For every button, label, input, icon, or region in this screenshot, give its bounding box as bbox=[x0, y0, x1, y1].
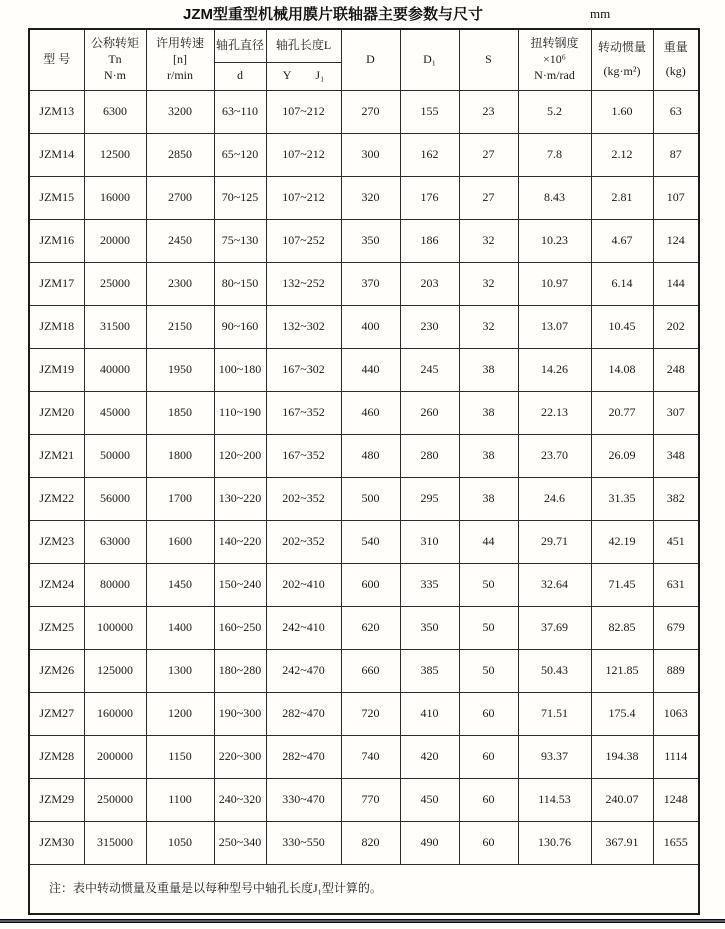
col-header-d: D bbox=[341, 29, 400, 90]
unit-label: mm bbox=[590, 6, 611, 21]
table-cell: 2.81 bbox=[591, 176, 653, 219]
col-header-stiffness bbox=[518, 29, 591, 90]
table-cell: 1700 bbox=[146, 477, 214, 520]
table-cell: 1.60 bbox=[591, 90, 653, 133]
table-cell: 71.51 bbox=[518, 692, 591, 735]
col-header-speed bbox=[146, 29, 214, 90]
table-cell: 124 bbox=[653, 219, 699, 262]
table-row bbox=[29, 520, 699, 563]
table-cell: 107~252 bbox=[266, 219, 341, 262]
table-cell: 194.38 bbox=[591, 735, 653, 778]
table-cell: 167~352 bbox=[266, 391, 341, 434]
table-cell: 2450 bbox=[146, 219, 214, 262]
table-cell: 1950 bbox=[146, 348, 214, 391]
table-cell: 100000 bbox=[84, 606, 146, 649]
table-cell: 280 bbox=[400, 434, 459, 477]
table-row bbox=[29, 477, 699, 520]
table-cell: 107~212 bbox=[266, 90, 341, 133]
col-header-stiffness-line2: ×10⁶ bbox=[543, 51, 566, 66]
table-row bbox=[29, 606, 699, 649]
table-row bbox=[29, 262, 699, 305]
table-cell: 56000 bbox=[84, 477, 146, 520]
table-cell: JZM14 bbox=[29, 133, 84, 176]
table-cell: 7.8 bbox=[518, 133, 591, 176]
table-cell: 14.26 bbox=[518, 348, 591, 391]
table-cell: 385 bbox=[400, 649, 459, 692]
table-cell: 40000 bbox=[84, 348, 146, 391]
table-cell: 20000 bbox=[84, 219, 146, 262]
table-cell: 38 bbox=[459, 348, 518, 391]
col-header-inertia-line2: (kg·m²) bbox=[603, 63, 641, 78]
table-cell: 120~200 bbox=[214, 434, 266, 477]
table-cell: 295 bbox=[400, 477, 459, 520]
table-cell: 60 bbox=[459, 821, 518, 864]
table-cell: JZM18 bbox=[29, 305, 84, 348]
table-cell: JZM23 bbox=[29, 520, 84, 563]
table-cell: JZM29 bbox=[29, 778, 84, 821]
table-cell: 63000 bbox=[84, 520, 146, 563]
table-cell: 370 bbox=[341, 262, 400, 305]
col-header-torque-line2: Tn bbox=[108, 51, 122, 66]
table-cell: 167~302 bbox=[266, 348, 341, 391]
table-cell: 190~300 bbox=[214, 692, 266, 735]
table-cell: 1200 bbox=[146, 692, 214, 735]
table-cell: 10.23 bbox=[518, 219, 591, 262]
table-cell: 125000 bbox=[84, 649, 146, 692]
table-cell: 29.71 bbox=[518, 520, 591, 563]
table-cell: 80~150 bbox=[214, 262, 266, 305]
table-cell: 889 bbox=[653, 649, 699, 692]
table-cell: 114.53 bbox=[518, 778, 591, 821]
table-cell: 1150 bbox=[146, 735, 214, 778]
table-cell: 320 bbox=[341, 176, 400, 219]
table-cell: JZM15 bbox=[29, 176, 84, 219]
table-cell: 250000 bbox=[84, 778, 146, 821]
table-cell: 2700 bbox=[146, 176, 214, 219]
table-row bbox=[29, 219, 699, 262]
table-cell: 150~240 bbox=[214, 563, 266, 606]
table-cell: 310 bbox=[400, 520, 459, 563]
table-cell: 451 bbox=[653, 520, 699, 563]
col-header-torque-line3: N·m bbox=[104, 67, 126, 82]
col-header-weight-line2: (kg) bbox=[665, 63, 686, 78]
col-header-bore-length-sub bbox=[266, 62, 341, 90]
table-cell: 245 bbox=[400, 348, 459, 391]
table-cell: JZM26 bbox=[29, 649, 84, 692]
table-cell: 3200 bbox=[146, 90, 214, 133]
table-cell: 350 bbox=[341, 219, 400, 262]
table-cell: 70~125 bbox=[214, 176, 266, 219]
table-cell: 140~220 bbox=[214, 520, 266, 563]
table-cell: 460 bbox=[341, 391, 400, 434]
table-cell: 1114 bbox=[653, 735, 699, 778]
table-cell: 186 bbox=[400, 219, 459, 262]
table-cell: 12500 bbox=[84, 133, 146, 176]
table-cell: 31500 bbox=[84, 305, 146, 348]
col-header-bore-length-j1: J₁ bbox=[315, 68, 325, 83]
table-cell: 22.13 bbox=[518, 391, 591, 434]
table-cell: 44 bbox=[459, 520, 518, 563]
table-cell: 45000 bbox=[84, 391, 146, 434]
table-cell: 2300 bbox=[146, 262, 214, 305]
col-header-bore-length: 轴孔长度L bbox=[266, 29, 341, 62]
col-header-inertia bbox=[591, 29, 653, 90]
table-cell: 202~410 bbox=[266, 563, 341, 606]
table-cell: 350 bbox=[400, 606, 459, 649]
table-cell: 240.07 bbox=[591, 778, 653, 821]
table-row bbox=[29, 778, 699, 821]
table-cell: 82.85 bbox=[591, 606, 653, 649]
table-cell: 740 bbox=[341, 735, 400, 778]
table-cell: JZM27 bbox=[29, 692, 84, 735]
table-cell: 250~340 bbox=[214, 821, 266, 864]
table-cell: 80000 bbox=[84, 563, 146, 606]
table-footer bbox=[29, 864, 699, 914]
col-header-stiffness-line1: 扭转钢度 bbox=[530, 36, 579, 51]
table-cell: 107~212 bbox=[266, 176, 341, 219]
table-cell: 32 bbox=[459, 262, 518, 305]
table-cell: 2150 bbox=[146, 305, 214, 348]
table-cell: 10.97 bbox=[518, 262, 591, 305]
table-cell: JZM22 bbox=[29, 477, 84, 520]
table-cell: 37.69 bbox=[518, 606, 591, 649]
table-cell: 420 bbox=[400, 735, 459, 778]
table-cell: 32.64 bbox=[518, 563, 591, 606]
spec-table bbox=[28, 28, 700, 915]
col-header-speed-line1: 许用转速 bbox=[155, 36, 204, 51]
table-cell: 27 bbox=[459, 133, 518, 176]
table-cell: 2850 bbox=[146, 133, 214, 176]
table-cell: 38 bbox=[459, 477, 518, 520]
table-cell: 25000 bbox=[84, 262, 146, 305]
table-cell: JZM21 bbox=[29, 434, 84, 477]
table-cell: 107 bbox=[653, 176, 699, 219]
table-cell: 600 bbox=[341, 563, 400, 606]
table-cell: 1100 bbox=[146, 778, 214, 821]
table-cell: 330~550 bbox=[266, 821, 341, 864]
table-cell: 307 bbox=[653, 391, 699, 434]
table-cell: 382 bbox=[653, 477, 699, 520]
table-cell: 50.43 bbox=[518, 649, 591, 692]
table-cell: 248 bbox=[653, 348, 699, 391]
table-cell: 110~190 bbox=[214, 391, 266, 434]
table-row bbox=[29, 649, 699, 692]
table-cell: 1050 bbox=[146, 821, 214, 864]
table-cell: 63~110 bbox=[214, 90, 266, 133]
table-cell: 1850 bbox=[146, 391, 214, 434]
table-cell: 50000 bbox=[84, 434, 146, 477]
table-cell: 1655 bbox=[653, 821, 699, 864]
table-cell: 60 bbox=[459, 778, 518, 821]
table-cell: 500 bbox=[341, 477, 400, 520]
table-cell: 490 bbox=[400, 821, 459, 864]
col-header-weight bbox=[653, 29, 699, 90]
table-cell: 31.35 bbox=[591, 477, 653, 520]
table-cell: 230 bbox=[400, 305, 459, 348]
page-title: JZM型重型机械用膜片联轴器主要参数与尺寸 bbox=[182, 6, 484, 23]
table-row bbox=[29, 348, 699, 391]
table-cell: JZM20 bbox=[29, 391, 84, 434]
table-cell: 121.85 bbox=[591, 649, 653, 692]
table-cell: 65~120 bbox=[214, 133, 266, 176]
table-cell: 10.45 bbox=[591, 305, 653, 348]
table-cell: 440 bbox=[341, 348, 400, 391]
col-header-torque-line1: 公称转矩 bbox=[90, 36, 139, 51]
table-cell: 160000 bbox=[84, 692, 146, 735]
table-cell: 27 bbox=[459, 176, 518, 219]
col-header-stiffness-line3: N·m/rad bbox=[534, 67, 575, 82]
table-header bbox=[29, 29, 699, 90]
table-cell: 620 bbox=[341, 606, 400, 649]
table-cell: 132~252 bbox=[266, 262, 341, 305]
table-cell: 90~160 bbox=[214, 305, 266, 348]
table-cell: 50 bbox=[459, 606, 518, 649]
col-header-bore-length-y: Y bbox=[282, 68, 292, 83]
table-cell: JZM19 bbox=[29, 348, 84, 391]
table-cell: 71.45 bbox=[591, 563, 653, 606]
table-cell: 1248 bbox=[653, 778, 699, 821]
table-cell: 132~302 bbox=[266, 305, 341, 348]
table-cell: 13.07 bbox=[518, 305, 591, 348]
col-header-inertia-line1: 转动惯量 bbox=[597, 40, 646, 55]
table-cell: 480 bbox=[341, 434, 400, 477]
table-cell: 23.70 bbox=[518, 434, 591, 477]
table-cell: 93.37 bbox=[518, 735, 591, 778]
col-header-d1: D₁ bbox=[400, 29, 459, 90]
table-cell: 167~352 bbox=[266, 434, 341, 477]
table-cell: 176 bbox=[400, 176, 459, 219]
table-cell: 6.14 bbox=[591, 262, 653, 305]
table-cell: 1600 bbox=[146, 520, 214, 563]
bottom-rule bbox=[0, 919, 725, 923]
table-cell: 38 bbox=[459, 391, 518, 434]
table-cell: 155 bbox=[400, 90, 459, 133]
table-cell: JZM17 bbox=[29, 262, 84, 305]
table-cell: 631 bbox=[653, 563, 699, 606]
table-cell: JZM28 bbox=[29, 735, 84, 778]
table-row bbox=[29, 176, 699, 219]
table-cell: 160~250 bbox=[214, 606, 266, 649]
table-cell: 540 bbox=[341, 520, 400, 563]
col-header-weight-line1: 重量 bbox=[663, 40, 688, 55]
table-cell: 282~470 bbox=[266, 735, 341, 778]
table-cell: 400 bbox=[341, 305, 400, 348]
table-cell: 75~130 bbox=[214, 219, 266, 262]
table-cell: 679 bbox=[653, 606, 699, 649]
col-header-s: S bbox=[459, 29, 518, 90]
table-cell: 26.09 bbox=[591, 434, 653, 477]
table-cell: 200000 bbox=[84, 735, 146, 778]
col-header-speed-line3: r/min bbox=[167, 67, 193, 82]
table-cell: 180~280 bbox=[214, 649, 266, 692]
table-cell: 202~352 bbox=[266, 520, 341, 563]
table-row bbox=[29, 563, 699, 606]
table-cell: 5.2 bbox=[518, 90, 591, 133]
table-cell: 203 bbox=[400, 262, 459, 305]
col-header-speed-line2: [n] bbox=[173, 51, 187, 66]
table-cell: 1800 bbox=[146, 434, 214, 477]
table-cell: 6300 bbox=[84, 90, 146, 133]
table-cell: 8.43 bbox=[518, 176, 591, 219]
table-cell: 60 bbox=[459, 735, 518, 778]
table-cell: 50 bbox=[459, 649, 518, 692]
table-cell: JZM25 bbox=[29, 606, 84, 649]
table-row bbox=[29, 305, 699, 348]
table-note: 注：表中转动惯量及重量是以每种型号中轴孔长度J₁型计算的。 bbox=[29, 864, 699, 914]
col-header-torque bbox=[84, 29, 146, 90]
col-header-bore-diameter: 轴孔直径 bbox=[214, 29, 266, 62]
table-cell: 242~470 bbox=[266, 649, 341, 692]
table-cell: 162 bbox=[400, 133, 459, 176]
table-cell: 20.77 bbox=[591, 391, 653, 434]
table-row bbox=[29, 692, 699, 735]
table-cell: 1300 bbox=[146, 649, 214, 692]
table-cell: 220~300 bbox=[214, 735, 266, 778]
table-cell: 4.67 bbox=[591, 219, 653, 262]
col-header-model bbox=[29, 29, 84, 90]
table-cell: 720 bbox=[341, 692, 400, 735]
table-cell: 410 bbox=[400, 692, 459, 735]
table-cell: 348 bbox=[653, 434, 699, 477]
table-cell: 330~470 bbox=[266, 778, 341, 821]
table-cell: 130.76 bbox=[518, 821, 591, 864]
table-cell: 24.6 bbox=[518, 477, 591, 520]
table-cell: 63 bbox=[653, 90, 699, 133]
table-cell: 240~320 bbox=[214, 778, 266, 821]
table-cell: JZM16 bbox=[29, 219, 84, 262]
table-cell: 144 bbox=[653, 262, 699, 305]
table-row bbox=[29, 821, 699, 864]
table-cell: 50 bbox=[459, 563, 518, 606]
table-body bbox=[29, 90, 699, 864]
table-cell: 820 bbox=[341, 821, 400, 864]
table-row bbox=[29, 735, 699, 778]
table-cell: 2.12 bbox=[591, 133, 653, 176]
table-cell: 300 bbox=[341, 133, 400, 176]
table-cell: 100~180 bbox=[214, 348, 266, 391]
table-cell: 270 bbox=[341, 90, 400, 133]
table-cell: JZM30 bbox=[29, 821, 84, 864]
table-cell: 770 bbox=[341, 778, 400, 821]
table-cell: 282~470 bbox=[266, 692, 341, 735]
table-cell: 202 bbox=[653, 305, 699, 348]
table-cell: 260 bbox=[400, 391, 459, 434]
table-cell: 1400 bbox=[146, 606, 214, 649]
table-cell: 367.91 bbox=[591, 821, 653, 864]
table-cell: JZM24 bbox=[29, 563, 84, 606]
table-row bbox=[29, 391, 699, 434]
table-cell: 16000 bbox=[84, 176, 146, 219]
col-header-bore-diameter-sub: d bbox=[214, 62, 266, 90]
table-cell: 23 bbox=[459, 90, 518, 133]
table-cell: 42.19 bbox=[591, 520, 653, 563]
table-cell: JZM13 bbox=[29, 90, 84, 133]
table-row bbox=[29, 90, 699, 133]
table-cell: 202~352 bbox=[266, 477, 341, 520]
table-cell: 175.4 bbox=[591, 692, 653, 735]
table-cell: 1063 bbox=[653, 692, 699, 735]
table-cell: 32 bbox=[459, 219, 518, 262]
table-cell: 60 bbox=[459, 692, 518, 735]
table-cell: 130~220 bbox=[214, 477, 266, 520]
table-row bbox=[29, 434, 699, 477]
table-cell: 1450 bbox=[146, 563, 214, 606]
table-cell: 32 bbox=[459, 305, 518, 348]
table-cell: 450 bbox=[400, 778, 459, 821]
table-cell: 242~410 bbox=[266, 606, 341, 649]
table-cell: 315000 bbox=[84, 821, 146, 864]
table-cell: 14.08 bbox=[591, 348, 653, 391]
table-cell: 660 bbox=[341, 649, 400, 692]
col-header-model-label: 型 号 bbox=[43, 51, 71, 66]
table-cell: 107~212 bbox=[266, 133, 341, 176]
table-cell: 87 bbox=[653, 133, 699, 176]
table-cell: 335 bbox=[400, 563, 459, 606]
table-cell: 38 bbox=[459, 434, 518, 477]
table-row bbox=[29, 133, 699, 176]
